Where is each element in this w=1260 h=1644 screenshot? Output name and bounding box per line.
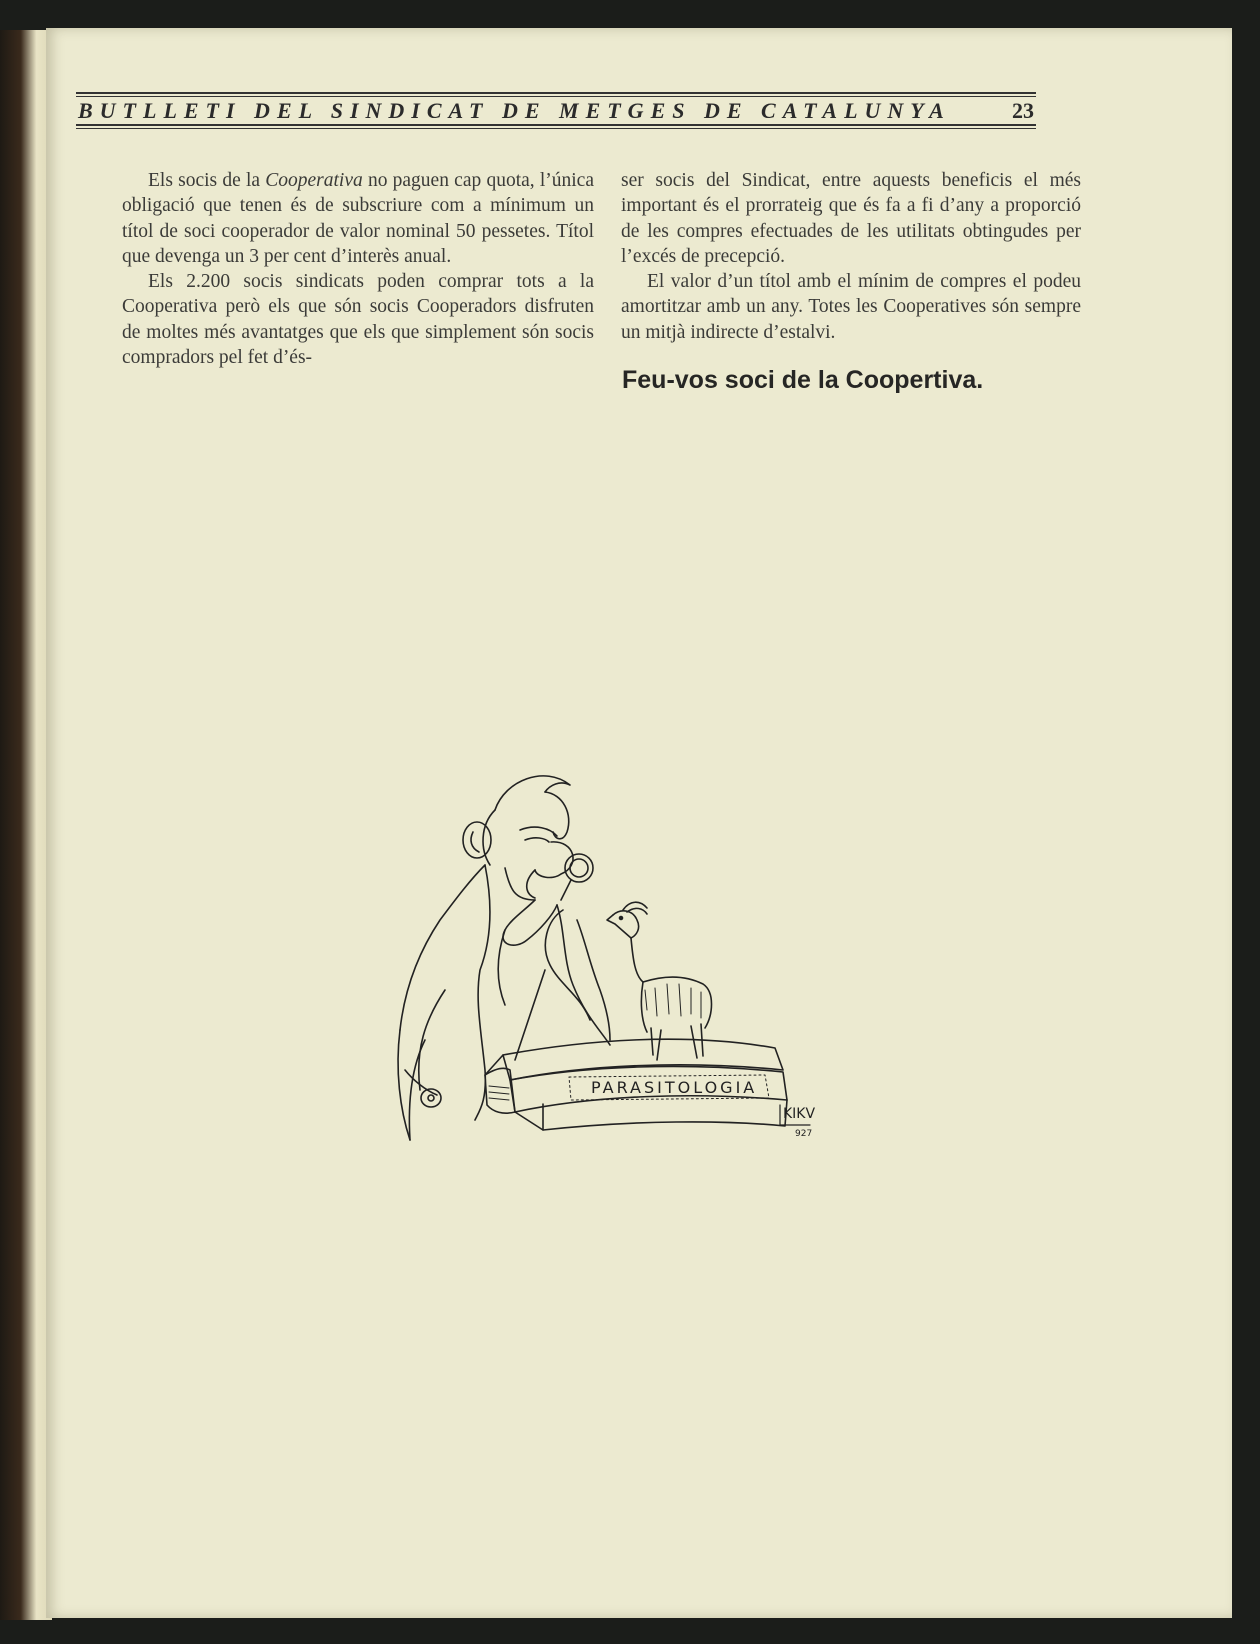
paragraph: Els 2.200 socis sindicats poden comprar tots a la Cooperativa però els que són socis Cooperadors disfruten de moltes més avantatges que els que simplement són socis compradors pel fet d’és- (122, 271, 594, 369)
book-spine-label: PARASITOLOGIA (591, 1078, 758, 1097)
text-column-left (122, 168, 594, 370)
book-drawing (485, 1039, 787, 1130)
header-rule-bottom (76, 124, 1036, 126)
page-number: 23 (1012, 98, 1034, 123)
goat-drawing (607, 902, 712, 1060)
doctor-figure (398, 776, 610, 1140)
header-rule-top (76, 92, 1036, 94)
emphasis-cooperativa: Cooperativa (265, 170, 363, 191)
paragraph (122, 168, 594, 269)
caricature-illustration (385, 770, 865, 1200)
book-spine-edge (0, 30, 52, 1620)
signature-text: KIKV (783, 1106, 816, 1122)
callout-headline: Feu-vos soci de la Coopertiva. (622, 366, 984, 394)
running-header (76, 60, 1036, 130)
paragraph-text: Els socis de la (148, 170, 266, 191)
header-rule-bottom-thin (76, 128, 1036, 129)
paragraph-text: no paguen cap quota, l’única obligació que tenen és de subscriure com a mínimum un títol de soci cooperador de valor nominal 50 pessetes. Títol que devenga un 3 per cent d’interès anual. (122, 170, 594, 267)
signature-year: 927 (795, 1129, 813, 1139)
text-column-right (621, 168, 1081, 345)
paragraph: El valor d’un títol amb el mínim de compres el podeu amortitzar amb un any. Totes les Cooperatives són sempre un mitjà indirecte d’estalvi. (621, 271, 1081, 343)
paragraph-continued: ser socis del Sindicat, entre aquests beneficis el més important és el prorrateig que és fa a fi d’any a proporció de les compres efectuades de les utilitats obtingudes per l’excés de precepció. (621, 170, 1081, 267)
journal-title: BUTLLETI DEL SINDICAT DE METGES DE CATALUNYA (78, 98, 951, 123)
header-rule-top-thin (76, 96, 1036, 97)
